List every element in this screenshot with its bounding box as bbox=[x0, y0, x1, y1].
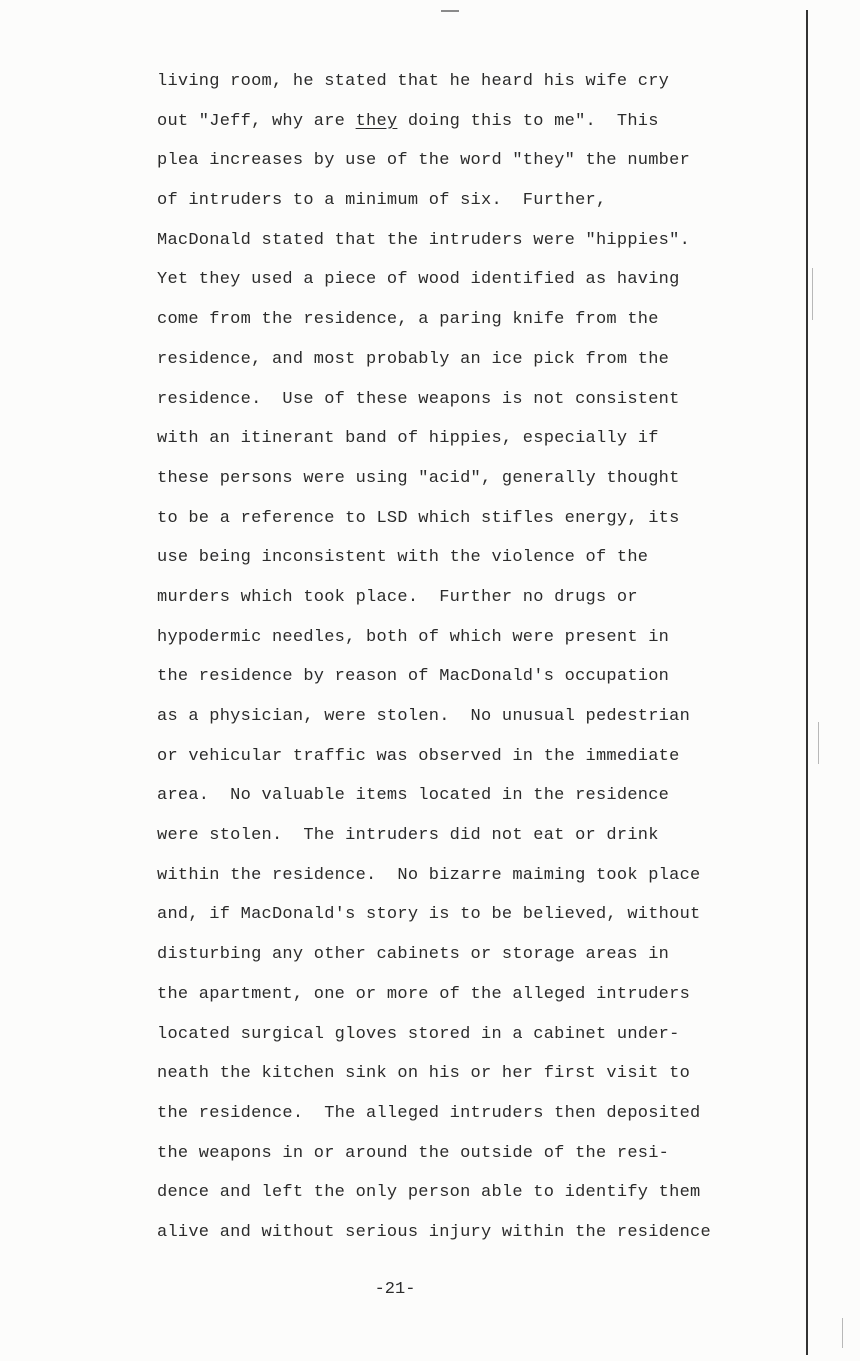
text-line: use being inconsistent with the violence of the bbox=[157, 548, 649, 568]
text-line: murders which took place. Further no drugs or bbox=[157, 587, 638, 607]
text-line: area. No valuable items located in the residence bbox=[157, 786, 670, 806]
text-line: and, if MacDonald's story is to be believed, without bbox=[157, 905, 701, 925]
text-line: as a physician, were stolen. No unusual pedestrian bbox=[157, 707, 691, 726]
text-line: to be a reference to LSD which stifles energy, its bbox=[157, 508, 680, 528]
text-line: living room, he stated that he heard his wife cry bbox=[157, 72, 670, 91]
underlined-word: they bbox=[355, 111, 398, 131]
text-line: MacDonald stated that the intruders were "hippies". bbox=[157, 230, 691, 250]
text-line: residence, and most probably an ice pick from the bbox=[157, 349, 670, 369]
text-line: Yet they used a piece of wood identified as having bbox=[157, 270, 680, 290]
page-number: -21- bbox=[374, 1280, 416, 1299]
top-scan-mark bbox=[441, 10, 459, 12]
text-line: the residence by reason of MacDonald's occupation bbox=[157, 667, 670, 687]
text-line: the weapons in or around the outside of the resi- bbox=[157, 1143, 670, 1163]
text-line: with an itinerant band of hippies, especially if bbox=[157, 429, 659, 449]
text-line: the residence. The alleged intruders then deposited bbox=[157, 1103, 701, 1123]
text-line: or vehicular traffic was observed in the immediate bbox=[157, 746, 680, 766]
text-line: disturbing any other cabinets or storage areas in bbox=[157, 945, 670, 965]
text-line: alive and without serious injury within the residence bbox=[157, 1222, 711, 1242]
text-line: these persons were using "acid", generally thought bbox=[157, 468, 680, 488]
text-line: residence. Use of these weapons is not consistent bbox=[157, 389, 680, 409]
text-line: located surgical gloves stored in a cabinet under- bbox=[157, 1024, 680, 1044]
scan-artifact bbox=[842, 1318, 843, 1348]
text-line: the apartment, one or more of the alleged intruders bbox=[157, 984, 691, 1004]
body-text bbox=[157, 62, 817, 1253]
scan-artifact bbox=[818, 722, 819, 764]
text-line: neath the kitchen sink on his or her first visit to bbox=[157, 1064, 691, 1084]
text-line: hypodermic needles, both of which were present in bbox=[157, 627, 670, 647]
text-line: come from the residence, a paring knife from the bbox=[157, 310, 659, 330]
text-line: out "Jeff, why are they doing this to me". This bbox=[157, 111, 659, 131]
text-line: within the residence. No bizarre maiming took place bbox=[157, 865, 701, 885]
text-line: plea increases by use of the word "they" the number bbox=[157, 151, 691, 171]
text-line: of intruders to a minimum of six. Further, bbox=[157, 191, 607, 211]
text-line: were stolen. The intruders did not eat or drink bbox=[157, 826, 659, 846]
text-line: dence and left the only person able to identify them bbox=[157, 1183, 701, 1203]
